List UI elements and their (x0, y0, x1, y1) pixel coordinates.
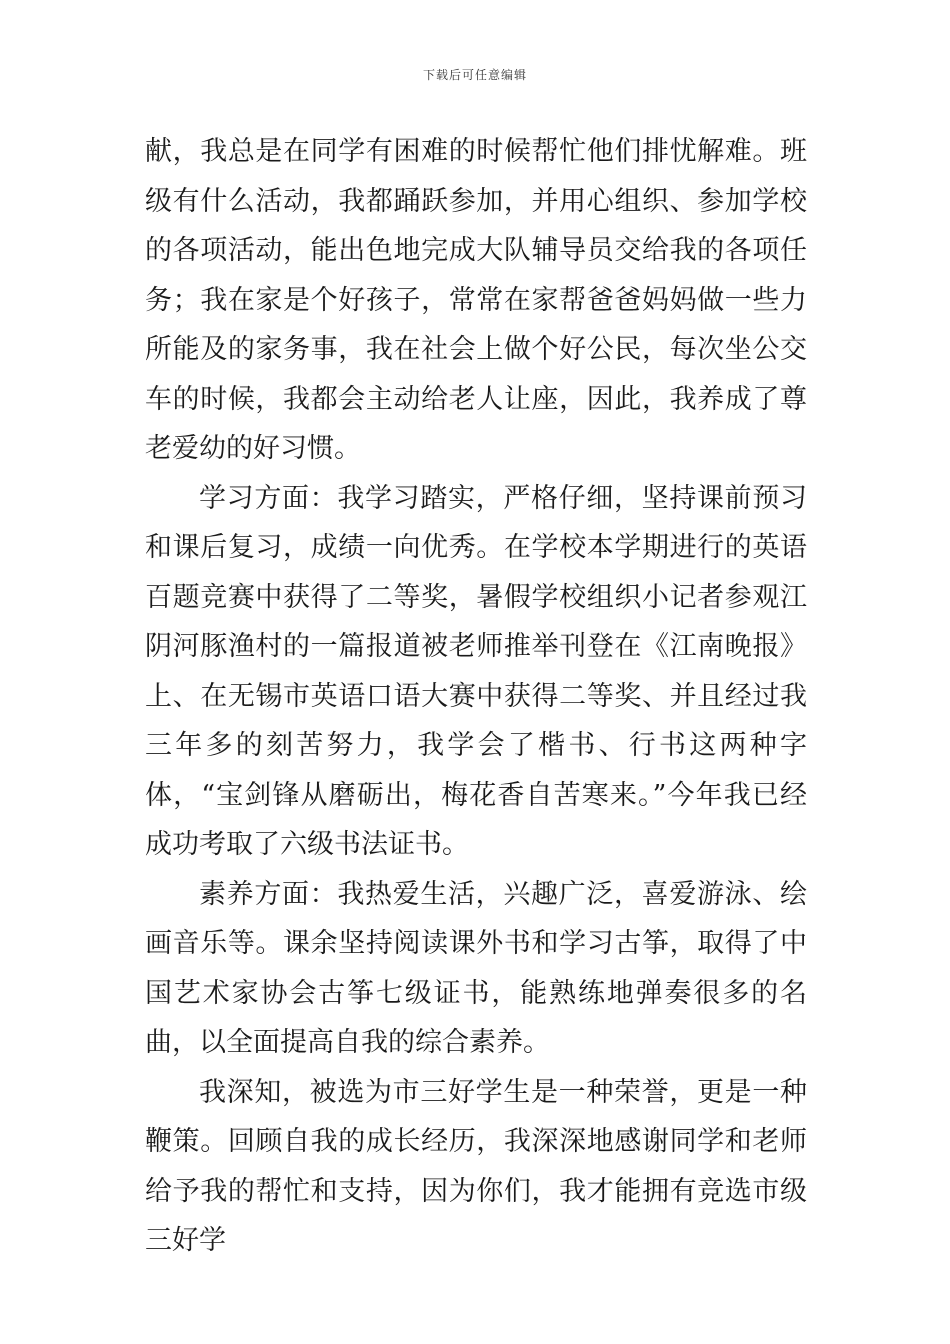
paragraph-continuation: 献，我总是在同学有困难的时候帮忙他们排忧解难。班级有什么活动，我都踊跃参加，并用心组织、参加学校的各项活动，能出色地完成大队辅导员交给我的各项任务；我在家是个好孩子，常常在家帮爸爸妈妈做一些力所能及的家务事，我在社会上做个好公民，每次坐公交车的时候，我都会主动给老人让座，因此，我养成了尊老爱幼的好习惯。 (145, 136, 807, 464)
paragraph-cultivation: 素养方面：我热爱生活，兴趣广泛，喜爱游泳、绘画音乐等。课余坚持阅读课外书和学习古筝，取得了中国艺术家协会古筝七级证书，能熟练地弹奏很多的名曲，以全面提高自我的综合素养。 (145, 878, 807, 1058)
page-header-note: 下载后可任意编辑 (422, 68, 527, 82)
document-body (145, 127, 807, 1266)
paragraph-study: 学习方面：我学习踏实，严格仔细，坚持课前预习和课后复习，成绩一向优秀。在学校本学期进行的英语百题竞赛中获得了二等奖，暑假学校组织小记者参观江阴河豚渔村的一篇报道被老师推举刊登在《江南晚报》上、在无锡市英语口语大赛中获得二等奖、并且经过我三年多的刻苦努力，我学会了楷书、行书这两种字体，“宝剑锋从磨砺出，梅花香自苦寒来。”今年我已经成功考取了六级书法证书。 (145, 482, 807, 860)
paragraph-closing: 我深知，被选为市三好学生是一种荣誉，更是一种鞭策。回顾自我的成长经历，我深深地感谢同学和老师给予我的帮忙和支持，因为你们，我才能拥有竞选市级三好学 (145, 1076, 807, 1256)
